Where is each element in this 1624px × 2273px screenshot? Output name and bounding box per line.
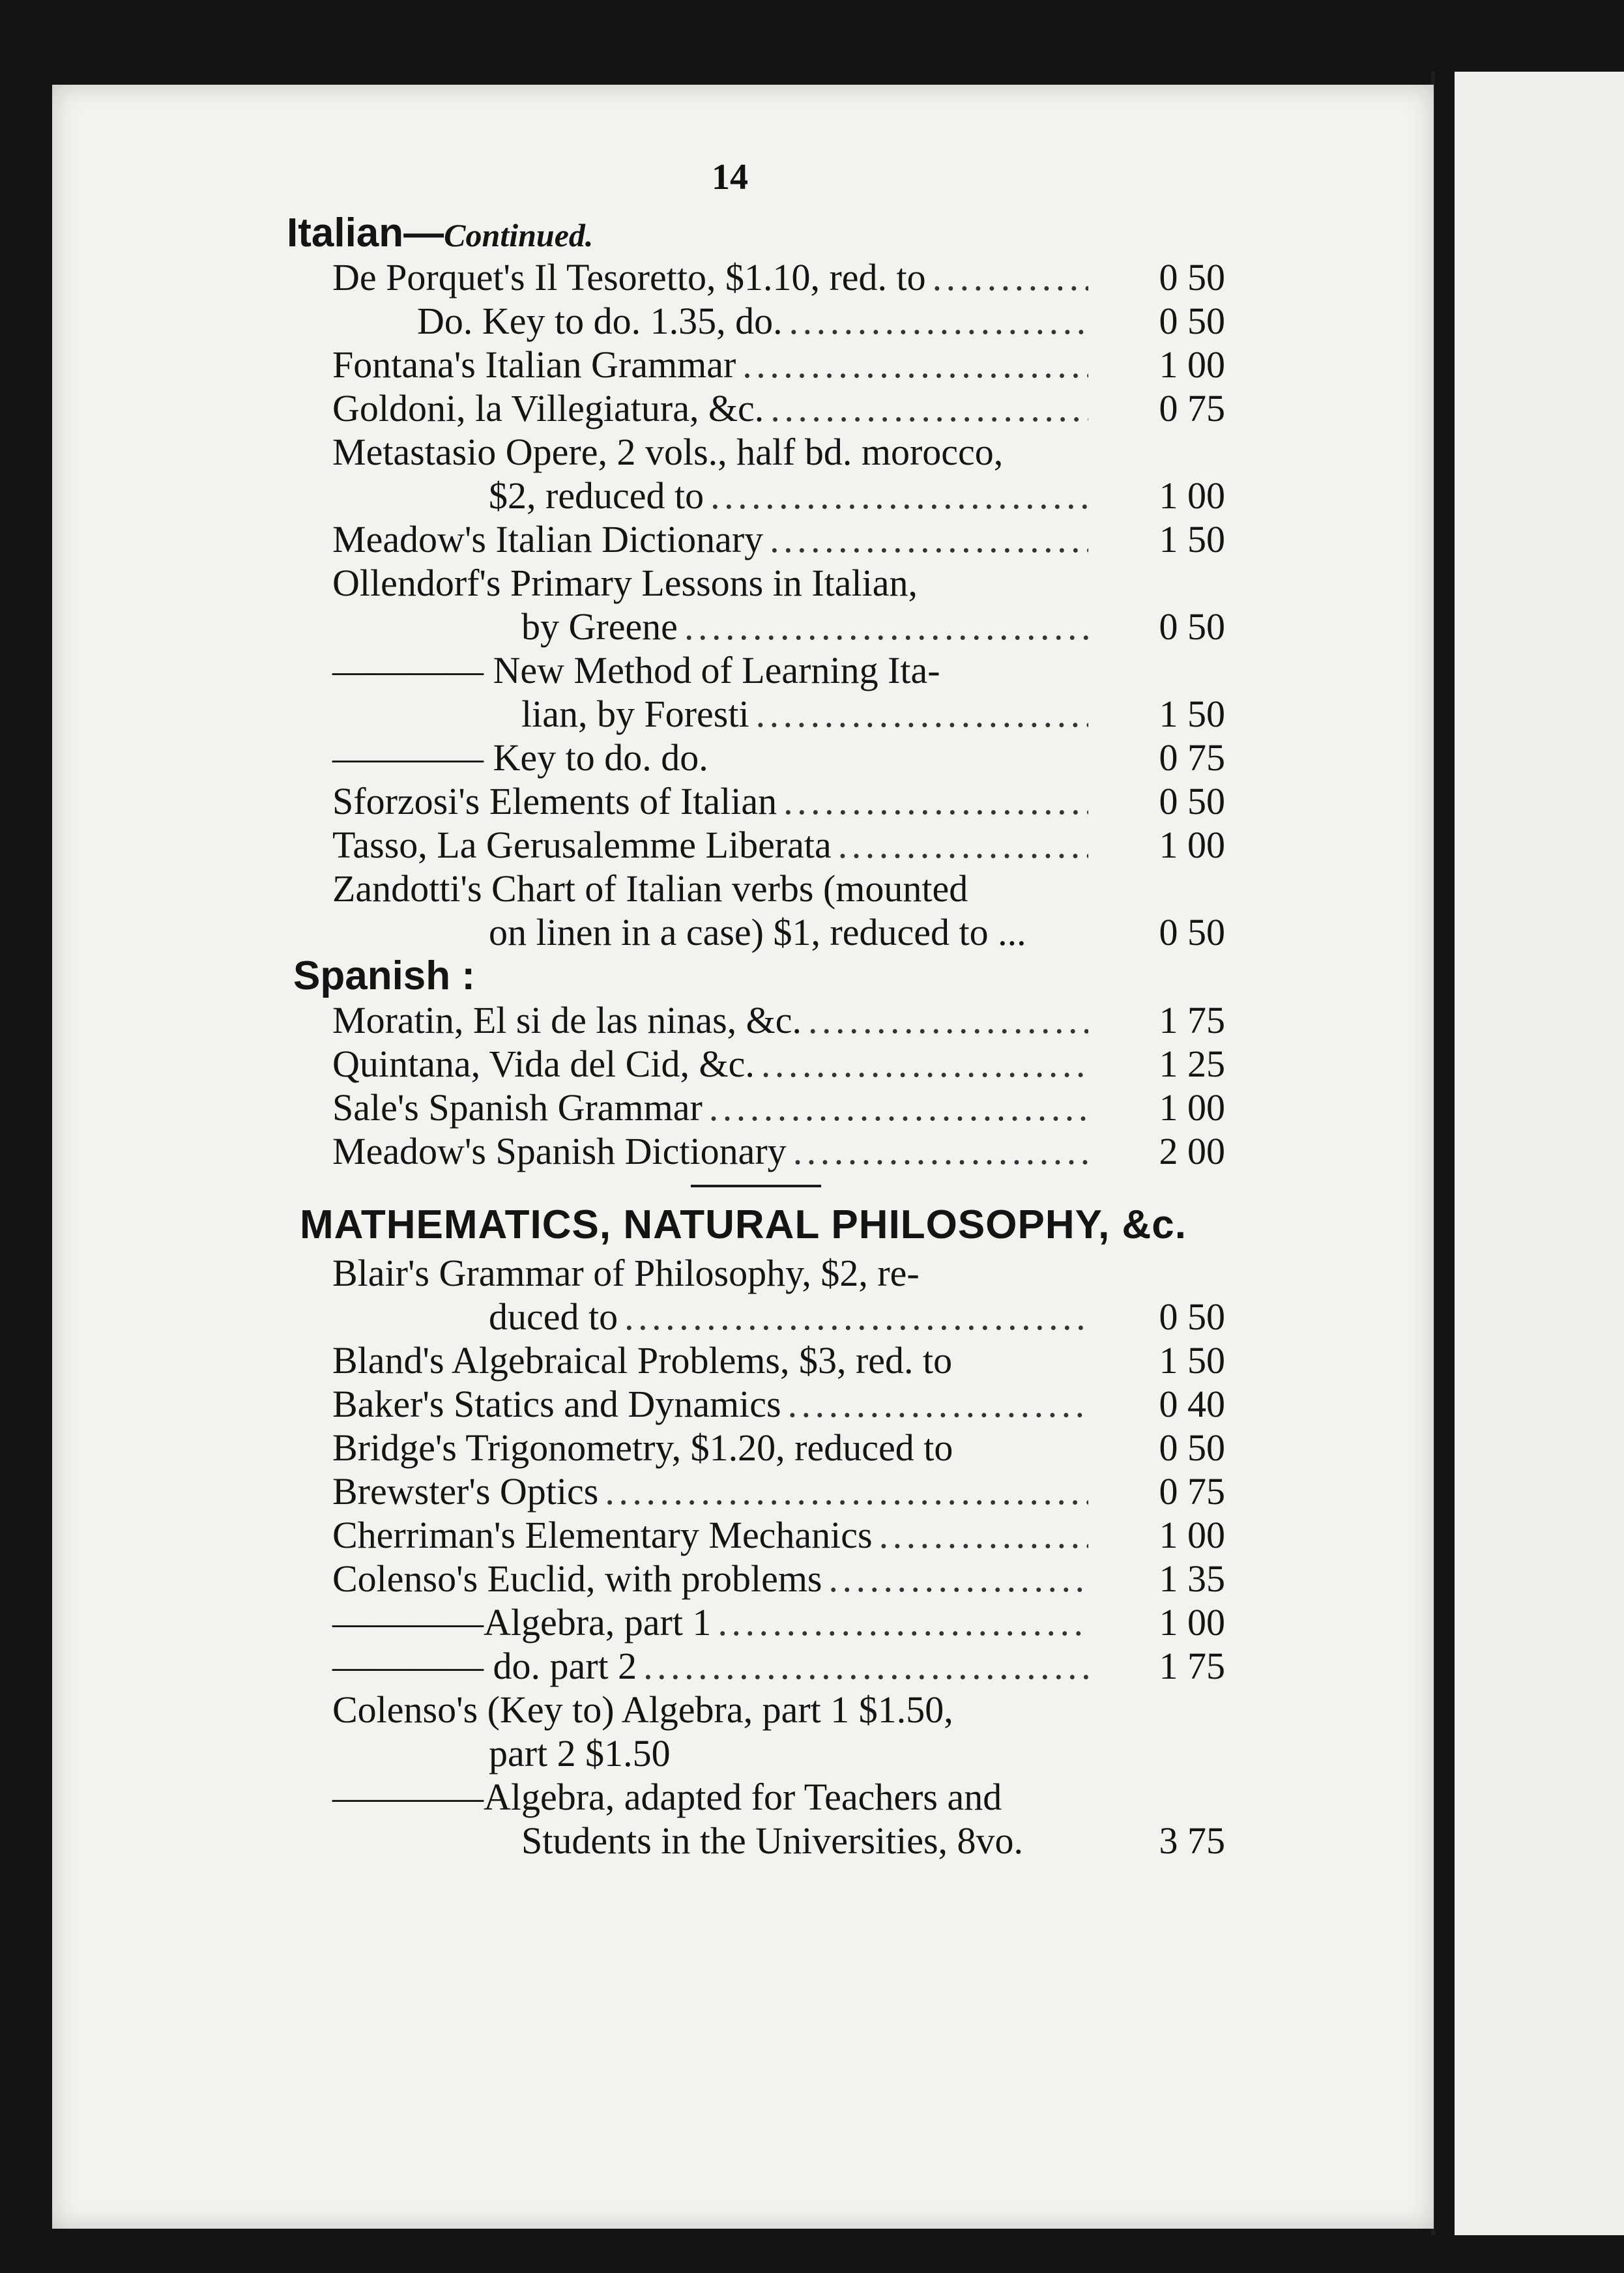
list-item — [287, 605, 1225, 648]
entry-title: Bland's Algebraical Problems, $3, red. to — [332, 1339, 953, 1382]
entry-price: 1 00 — [1159, 1086, 1225, 1129]
entry-title: Colenso's (Key to) Algebra, part 1 $1.50, — [332, 1688, 953, 1731]
entry-title: Sforzosi's Elements of Italian — [332, 780, 777, 822]
italian-section-title — [287, 211, 1225, 255]
entry-price: 1 00 — [1159, 1514, 1225, 1556]
list-item — [287, 517, 1225, 561]
entry-title: ———— Key to do. do. — [332, 736, 708, 779]
list-item — [287, 1688, 1225, 1731]
entry-title: Colenso's Euclid, with problems — [332, 1557, 822, 1600]
list-item — [287, 998, 1225, 1042]
list-item — [287, 255, 1225, 299]
entry-price: 1 50 — [1159, 693, 1225, 735]
entry-price: 1 25 — [1159, 1043, 1225, 1085]
list-item — [287, 474, 1225, 517]
entry-price: 0 50 — [1159, 1296, 1225, 1338]
list-item — [287, 430, 1225, 474]
entry-title: Meadow's Spanish Dictionary — [332, 1130, 787, 1172]
italian-list — [287, 255, 1225, 954]
entry-price: 0 50 — [1159, 1426, 1225, 1469]
entry-title: ———— do. part 2 — [332, 1645, 637, 1687]
section-divider — [691, 1185, 821, 1187]
entry-price: 0 75 — [1159, 736, 1225, 779]
list-item — [287, 867, 1225, 910]
entry-title: Moratin, El si de las ninas, &c. — [332, 999, 802, 1041]
entry-price: 0 75 — [1159, 1470, 1225, 1513]
italian-title: Italian— — [287, 210, 444, 255]
mathematics-section-title: MATHEMATICS, NATURAL PHILOSOPHY, &c. — [300, 1202, 1187, 1247]
list-item — [287, 386, 1225, 430]
list-item — [287, 1469, 1225, 1513]
list-item — [287, 736, 1225, 779]
list-item — [287, 1513, 1225, 1557]
list-item — [287, 1086, 1225, 1129]
entry-title: Quintana, Vida del Cid, &c. — [332, 1043, 755, 1085]
entry-price: 0 75 — [1159, 387, 1225, 429]
entry-title: lian, by Foresti — [521, 693, 749, 735]
list-item — [287, 1251, 1225, 1295]
list-item — [287, 779, 1225, 823]
entry-title: De Porquet's Il Tesoretto, $1.10, red. to — [332, 256, 926, 298]
entry-title: on linen in a case) $1, reduced to ... — [489, 911, 1026, 953]
adjacent-page — [1455, 72, 1624, 2235]
entry-price: 1 00 — [1159, 343, 1225, 386]
entry-title: Meadow's Italian Dictionary — [332, 518, 764, 560]
list-item — [287, 823, 1225, 867]
entry-title: Students in the Universities, 8vo. — [521, 1819, 1024, 1862]
entry-title: Cherriman's Elementary Mechanics — [332, 1514, 873, 1556]
entry-price: 2 00 — [1159, 1130, 1225, 1172]
entry-price: 1 00 — [1159, 824, 1225, 866]
entry-price: 0 50 — [1159, 300, 1225, 342]
entry-title: Fontana's Italian Grammar — [332, 343, 736, 386]
list-item — [287, 1382, 1225, 1426]
list-item — [287, 910, 1225, 954]
entry-title: by Greene — [521, 605, 678, 648]
entry-title: $2, reduced to — [489, 474, 704, 517]
list-item — [287, 1426, 1225, 1469]
entry-price: 0 40 — [1159, 1383, 1225, 1425]
entry-price: 0 50 — [1159, 780, 1225, 822]
list-item — [287, 299, 1225, 343]
entry-price: 1 75 — [1159, 999, 1225, 1041]
list-item — [287, 1557, 1225, 1600]
entry-title: ————Algebra, adapted for Teachers and — [332, 1776, 1002, 1818]
catalog-content — [287, 211, 1225, 1862]
list-item — [287, 1295, 1225, 1339]
entry-title: Bridge's Trigonometry, $1.20, reduced to — [332, 1426, 953, 1469]
entry-title: part 2 $1.50 — [489, 1732, 671, 1774]
entry-title: ————Algebra, part 1 — [332, 1601, 712, 1643]
list-item — [287, 648, 1225, 692]
list-item — [287, 1775, 1225, 1819]
entry-title: Ollendorf's Primary Lessons in Italian, — [332, 562, 918, 604]
spanish-section-title: Spanish : — [293, 953, 476, 998]
entry-title: Blair's Grammar of Philosophy, $2, re- — [332, 1252, 920, 1294]
entry-price: 1 35 — [1159, 1557, 1225, 1600]
entry-title: Zandotti's Chart of Italian verbs (mounted — [332, 867, 968, 910]
entry-price: 1 00 — [1159, 1601, 1225, 1643]
entry-title: Metastasio Opere, 2 vols., half bd. morocco, — [332, 431, 1004, 473]
entry-price: 1 00 — [1159, 474, 1225, 517]
entry-title: Baker's Statics and Dynamics — [332, 1383, 781, 1425]
entry-price: 0 50 — [1159, 605, 1225, 648]
entry-title: Do. Key to do. 1.35, do. — [417, 300, 783, 342]
entry-price: 0 50 — [1159, 911, 1225, 953]
list-item — [287, 1339, 1225, 1382]
entry-title: duced to — [489, 1296, 618, 1338]
page-number: 14 — [712, 157, 748, 197]
list-item — [287, 343, 1225, 386]
entry-title: Sale's Spanish Grammar — [332, 1086, 703, 1129]
spanish-list — [287, 998, 1225, 1173]
entry-title: Goldoni, la Villegiatura, &c. — [332, 387, 764, 429]
entry-price: 0 50 — [1159, 256, 1225, 298]
list-item — [287, 692, 1225, 736]
entry-price: 1 75 — [1159, 1645, 1225, 1687]
list-item — [287, 1644, 1225, 1688]
entry-title: Brewster's Optics — [332, 1470, 599, 1513]
entry-price: 1 50 — [1159, 518, 1225, 560]
list-item — [287, 1042, 1225, 1086]
entry-price: 1 50 — [1159, 1339, 1225, 1382]
list-item — [287, 1819, 1225, 1862]
entry-title: Tasso, La Gerusalemme Liberata — [332, 824, 832, 866]
list-item — [287, 1600, 1225, 1644]
list-item — [287, 1731, 1225, 1775]
entry-price: 3 75 — [1159, 1819, 1225, 1862]
mathematics-list — [287, 1251, 1225, 1862]
list-item — [287, 561, 1225, 605]
entry-title: ———— New Method of Learning Ita- — [332, 649, 940, 691]
italian-continued-label: Continued. — [444, 217, 594, 253]
list-item — [287, 1129, 1225, 1173]
